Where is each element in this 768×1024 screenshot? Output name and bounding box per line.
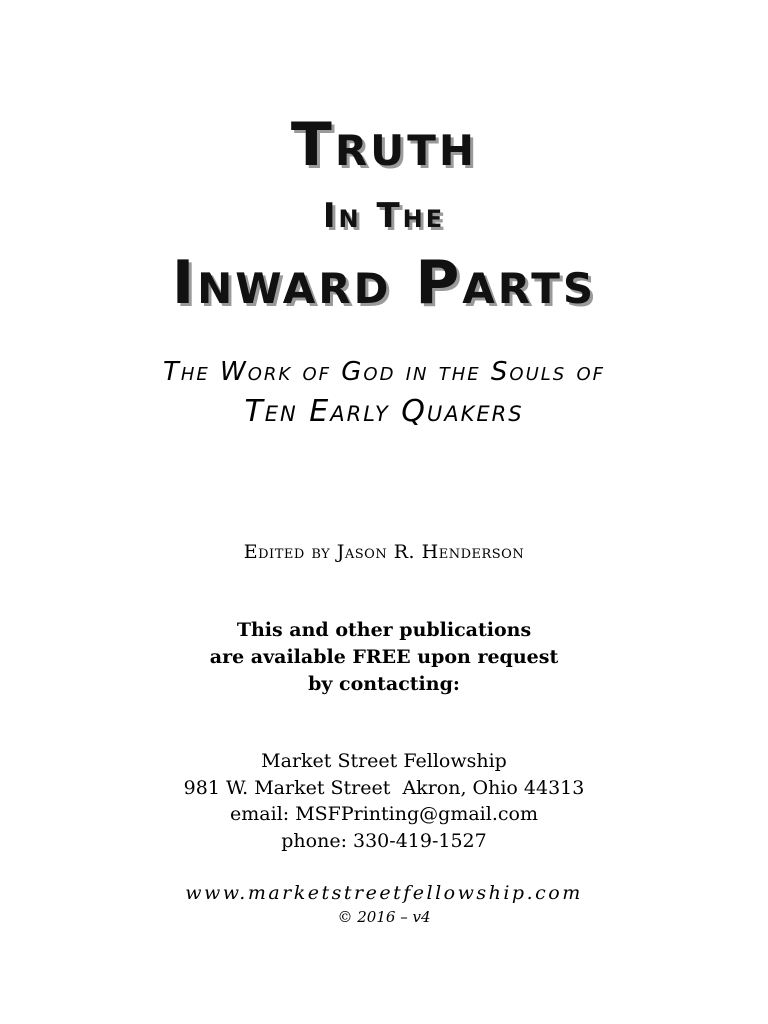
availability-notice-line-2: are available FREE upon request [209, 646, 559, 668]
contact-organization: Market Street Fellowship [261, 750, 507, 772]
availability-notice-line-1: This and other publications [236, 619, 532, 641]
editor-credit: Edited by Jason R. Henderson [243, 541, 525, 563]
availability-notice-line-3: by contacting: [308, 673, 460, 695]
title-line-in-the: In The [322, 196, 446, 236]
contact-phone: phone: 330-419-1527 [281, 830, 487, 852]
copyright-notice: © 2016 – v4 [337, 908, 431, 926]
contact-email: email: MSFPrinting@gmail.com [230, 803, 538, 825]
subtitle-line-2: Ten Early Quakers [244, 394, 524, 429]
website-url: www.marketstreetfellowship.com [185, 882, 583, 904]
title-line-truth: Truth [290, 110, 478, 180]
contact-address: 981 W. Market Street Akron, Ohio 44313 [183, 777, 585, 799]
title-line-inward-parts: Inward Parts [171, 248, 597, 318]
subtitle-line-1: The Work of God in the Souls of [162, 357, 606, 387]
